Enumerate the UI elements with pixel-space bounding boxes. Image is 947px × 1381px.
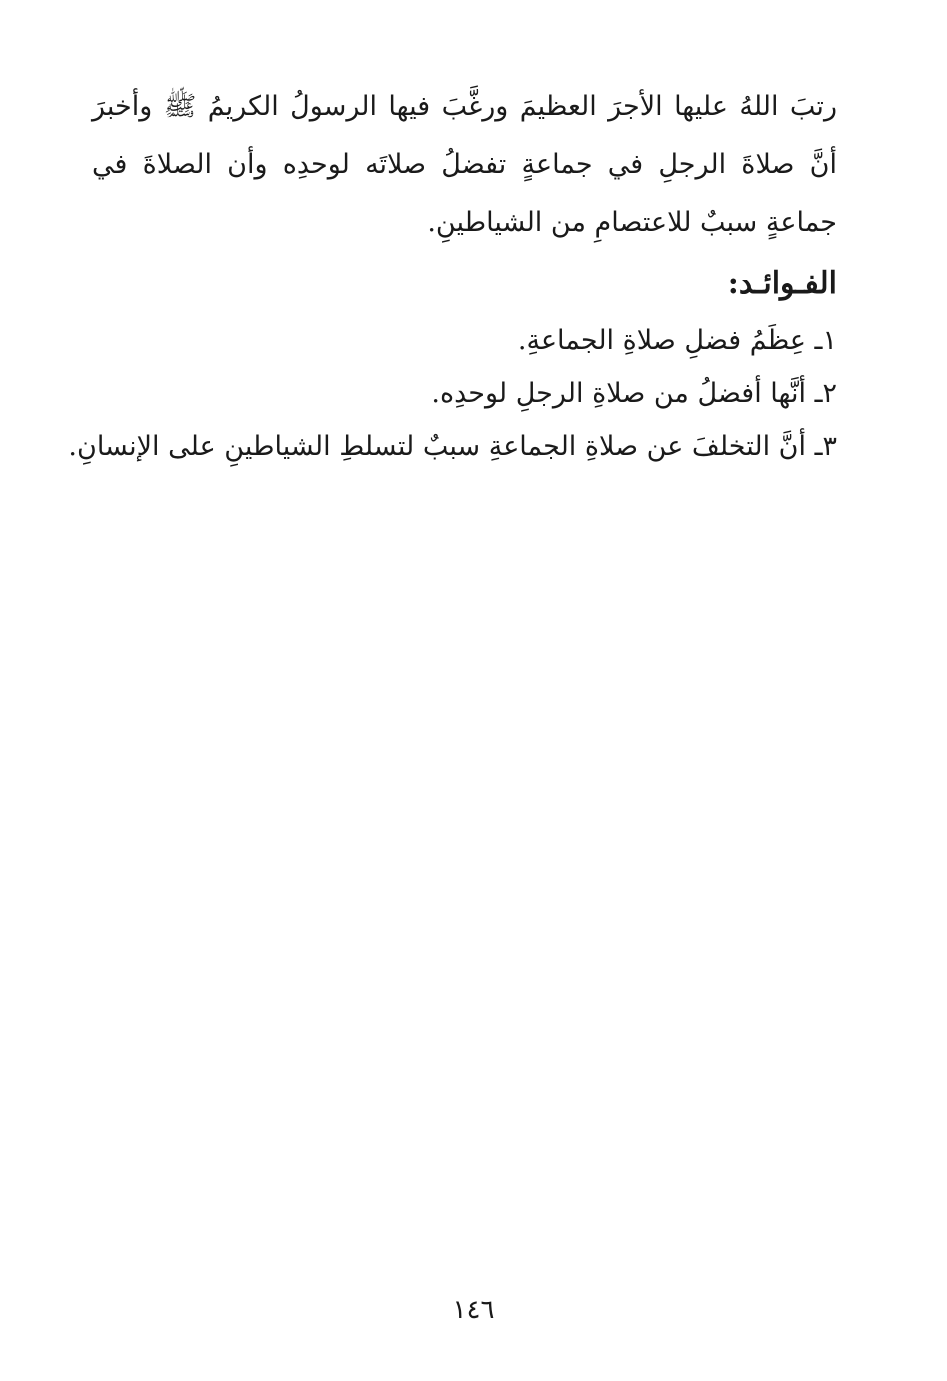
benefit-item-2: ٢ـ أنَّها أفضلُ من صلاةِ الرجلِ لوحدِه.: [431, 378, 837, 409]
page-body: [68, 78, 837, 473]
benefits-heading: الفـوائـد:: [727, 266, 837, 301]
intro-paragraph: رتبَ اللهُ عليها الأجرَ العظيمَ ورغَّبَ فيها الرسولُ الكريمُ ﷺ وأخبرَ أنَّ صلاةَ الرجلِ في جماعةٍ تفضلُ صلاتَه لوحدِه وأن الصلاةَ في جماعةٍ سببٌ للاعتصامِ من الشياطينِ.: [92, 91, 837, 238]
page-number: ١٤٦: [452, 1295, 495, 1325]
benefit-item-1: ١ـ عِظَمُ فضلِ صلاةِ الجماعةِ.: [517, 325, 837, 356]
benefit-item-3: ٣ـ أنَّ التخلفَ عن صلاةِ الجماعةِ سببٌ لتسلطِ الشياطينِ على الإنسانِ.: [68, 431, 837, 462]
benefits-list: [68, 314, 837, 473]
